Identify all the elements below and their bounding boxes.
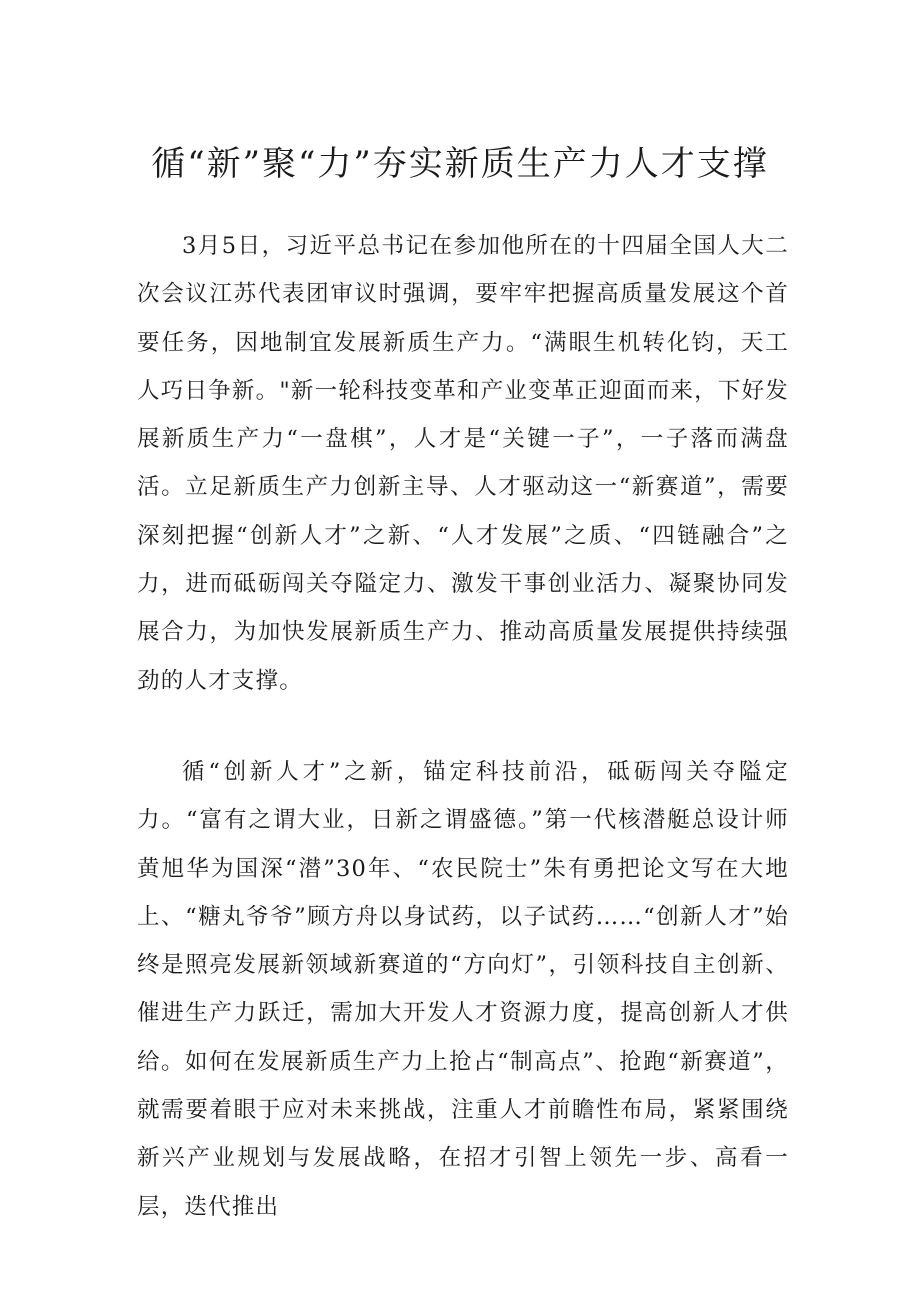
document-title: 循“新”聚“力”夯实新质生产力人才支撑 (151, 144, 769, 184)
paragraph-2: 循“创新人才”之新，锚定科技前沿，砥砺闯关夺隘定力。“富有之谓大业，日新之谓盛德。”第一代核潜艇总设计师黄旭华为国深“潜”30年、“农民院士”朱有勇把论文写在大地上、“糖丸爷爷”顾方舟以身试药，以子试药……“创新人才”始终是照亮发展新领域新赛道的“方向灯”，引领科技自主创新、催进生产力跃迁，需加大开发人才资源力度，提高创新人才供给。如何在发展新质生产力上抢占“制高点”、抢跑“新赛道”，就需要着眼于应对未来挑战，注重人才前瞻性布局，紧紧围绕新兴产业规划与发展战略，在招才引智上领先一步、高看一层，迭代推出 (137, 759, 789, 1220)
paragraph-1: 3月5日，习近平总书记在参加他所在的十四届全国人大二次会议江苏代表团审议时强调，要牢牢把握高质量发展这个首要任务，因地制宜发展新质生产力。“满眼生机转化钧，天工人巧日争新。"新一轮科技变革和产业变革正迎面而来，下好发展新质生产力“一盘棋”，人才是“关键一子”，一子落而满盘活。立足新质生产力创新主导、人才驱动这一“新赛道”，需要深刻把握“创新人才”之新、“人才发展”之质、“四链融合”之力，进而砥砺闯关夺隘定力、激发干事创业活力、凝聚协同发展合力，为加快发展新质生产力、推动高质量发展提供持续强劲的人才支撑。 (137, 233, 789, 694)
